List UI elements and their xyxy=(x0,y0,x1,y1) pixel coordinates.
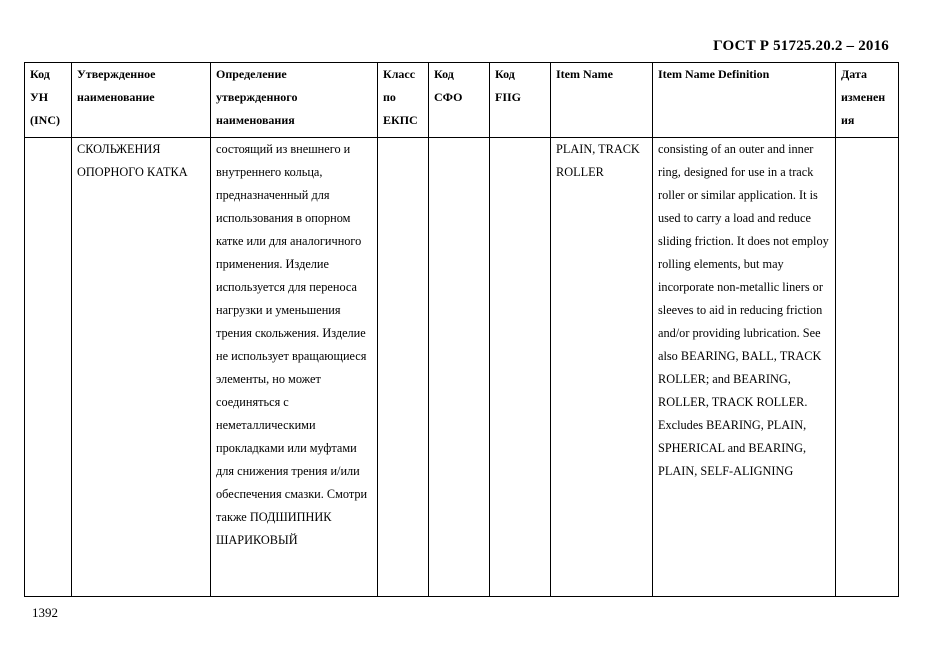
header-line: изменен xyxy=(841,90,886,104)
col-header-fiig-code xyxy=(490,63,551,138)
standard-designation: ГОСТ Р 51725.20.2 – 2016 xyxy=(713,38,889,54)
cell-inc-code xyxy=(25,138,72,597)
col-header-approved-name xyxy=(72,63,211,138)
header-line: ия xyxy=(841,113,855,127)
cell-definition-ru: состоящий из внешнего и внутреннего кольца, предназначенный для использования в опорном катке или для аналогичного применения. Изделие используется для переноса нагрузки и уменьшения трения скольжения. Изделие не использует вращающиеся элементы, но может соединяться с неметаллическими прокладками или муфтами для снижения трения и/или обеспечения смазки. Смотри также ПОДШИПНИК ШАРИКОВЫЙ xyxy=(211,138,378,597)
header-line: Код xyxy=(30,67,50,81)
header-line: Код xyxy=(495,67,515,81)
header-line: Item Name Definition xyxy=(658,67,770,81)
col-header-item-name xyxy=(551,63,653,138)
page-number: 1392 xyxy=(32,605,58,620)
col-header-inc-code xyxy=(25,63,72,138)
cell-fiig-code xyxy=(490,138,551,597)
header-line: утвержденного xyxy=(216,90,298,104)
header-line: по xyxy=(383,90,396,104)
cell-ekps-class xyxy=(378,138,429,597)
header-line: FIIG xyxy=(495,90,522,104)
col-header-ekps-class xyxy=(378,63,429,138)
col-header-definition xyxy=(211,63,378,138)
header-line: Класс xyxy=(383,67,416,81)
header-line: наименование xyxy=(77,90,155,104)
header-line: Определение xyxy=(216,67,287,81)
header-line: СФО xyxy=(434,90,463,104)
cell-approved-name: СКОЛЬЖЕНИЯ ОПОРНОГО КАТКА xyxy=(72,138,211,597)
catalog-table xyxy=(24,62,899,597)
header-line: УН xyxy=(30,90,49,104)
col-header-change-date xyxy=(836,63,899,138)
header-line: наименования xyxy=(216,113,295,127)
cell-item-name: PLAIN, TRACK ROLLER xyxy=(551,138,653,597)
col-header-item-name-definition xyxy=(653,63,836,138)
cell-item-name-definition: consisting of an outer and inner ring, designed for use in a track roller or similar application. It is used to carry a load and reduce sliding friction. It does not employ rolling elements, but may incorporate non-metallic liners or sleeves to aid in reducing friction and/or providing lubrication. See also BEARING, BALL, TRACK ROLLER; and BEARING, ROLLER, TRACK ROLLER. Excludes BEARING, PLAIN, SPHERICAL and BEARING, PLAIN, SELF-ALIGNING xyxy=(653,138,836,597)
header-line: ЕКПС xyxy=(383,113,418,127)
cell-change-date xyxy=(836,138,899,597)
header-line: Утвержденное xyxy=(77,67,156,81)
header-line: Item Name xyxy=(556,67,613,81)
col-header-sfo-code xyxy=(429,63,490,138)
header-line: (INC) xyxy=(30,113,60,127)
header-row xyxy=(25,63,899,138)
header-line: Дата xyxy=(841,67,867,81)
header-line: Код xyxy=(434,67,454,81)
cell-sfo-code xyxy=(429,138,490,597)
table-row xyxy=(25,138,899,597)
